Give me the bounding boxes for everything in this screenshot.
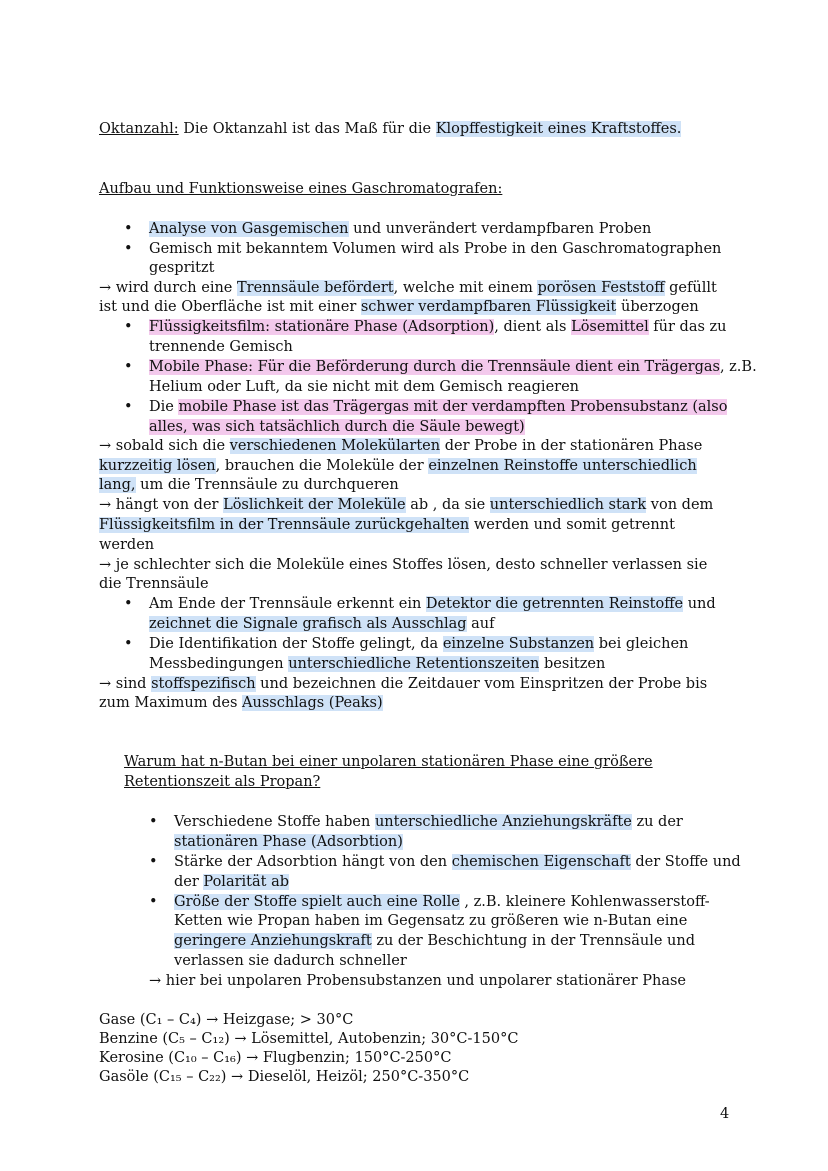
list-item: Verschiedene Stoffe haben unterschiedliche Anziehungskräfte zu der [174, 814, 683, 830]
bullet-dot: • [149, 854, 158, 870]
octane-term: Oktanzahl: [99, 121, 179, 137]
bullet-dot: • [124, 319, 133, 335]
list-item: Am Ende der Trennsäule erkennt ein Detektor die getrennten Reinstoffe und [149, 596, 716, 612]
list-item: Analyse von Gasgemischen und unverändert verdampfbaren Proben [149, 221, 652, 237]
fraction-line: Gase (C₁ – C₄) → Heizgase; > 30°C [99, 1012, 354, 1028]
bullet-dot: • [149, 814, 158, 830]
list-item: Gemisch mit bekanntem Volumen wird als Probe in den Gaschromatographen [149, 241, 722, 257]
list-item: Die mobile Phase ist das Trägergas mit der verdampften Probensubstanz (also [149, 399, 728, 415]
bullet-dot: • [124, 221, 133, 237]
list-item: Die Identifikation der Stoffe gelingt, da einzelne Substanzen bei gleichen [149, 636, 689, 652]
fraction-line: Gasöle (C₁₅ – C₂₂) → Dieselöl, Heizöl; 250°C-350°C [99, 1069, 470, 1085]
bullet-dot: • [124, 359, 133, 375]
list-item: Stärke der Adsorbtion hängt von den chemischen Eigenschaft der Stoffe und [174, 854, 741, 870]
bullet-dot: • [149, 894, 158, 910]
arrow-note: → hängt von der Löslichkeit der Moleküle ab , da sie unterschiedlich stark von dem [99, 497, 714, 513]
fraction-line: Kerosine (C₁₀ – C₁₆) → Flugbenzin; 150°C-250°C [99, 1050, 452, 1066]
arrow-note-cont: Flüssigkeitsfilm in der Trennsäule zurückgehalten werden und somit getrennt [99, 517, 675, 533]
list-item-cont: Helium oder Luft, da sie nicht mit dem Gemisch reagieren [149, 379, 580, 395]
list-item-cont: alles, was sich tatsächlich durch die Säule bewegt) [149, 419, 525, 435]
list-item-cont: zeichnet die Signale grafisch als Ausschlag auf [149, 616, 495, 632]
question-heading-cont: Retentionszeit als Propan? [124, 774, 321, 790]
gc-heading: Aufbau und Funktionsweise eines Gaschromatografen: [99, 181, 503, 197]
bullet-dot: • [124, 241, 133, 257]
arrow-note-cont: lang, um die Trennsäule zu durchqueren [99, 477, 399, 493]
arrow-note-cont: ist und die Oberfläche ist mit einer schwer verdampfbaren Flüssigkeit überzogen [99, 299, 699, 315]
arrow-note-cont: zum Maximum des Ausschlags (Peaks) [99, 695, 383, 711]
question-heading: Warum hat n-Butan bei einer unpolaren stationären Phase eine größere [124, 754, 653, 770]
list-item-cont: trennende Gemisch [149, 339, 293, 355]
list-item-cont: Messbedingungen unterschiedliche Retentionszeiten besitzen [149, 656, 606, 672]
arrow-note-cont: die Trennsäule [99, 576, 209, 592]
list-item: Größe der Stoffe spielt auch eine Rolle , z.B. kleinere Kohlenwasserstoff- [174, 894, 710, 910]
list-item-cont: der Polarität ab [174, 874, 289, 890]
bullet-dot: • [124, 399, 133, 415]
arrow-note: → sobald sich die verschiedenen Molekülarten der Probe in der stationären Phase [99, 438, 703, 454]
arrow-note: → sind stoffspezifisch und bezeichnen die Zeitdauer vom Einspritzen der Probe bis [99, 676, 708, 692]
fraction-line: Benzine (C₅ – C₁₂) → Lösemittel, Autobenzin; 30°C-150°C [99, 1031, 519, 1047]
list-item-cont: verlassen sie dadurch schneller [174, 953, 407, 969]
list-item: Mobile Phase: Für die Beförderung durch die Trennsäule dient ein Trägergas, z.B. [149, 359, 757, 375]
list-item: Flüssigkeitsfilm: stationäre Phase (Adsorption), dient als Lösemittel für das zu [149, 319, 727, 335]
list-item-cont: stationären Phase (Adsorbtion) [174, 834, 403, 850]
bullet-dot: • [124, 636, 133, 652]
list-item-cont: Ketten wie Propan haben im Gegensatz zu größeren wie n-Butan eine [174, 913, 688, 929]
arrow-note-cont: kurzzeitig lösen, brauchen die Moleküle der einzelnen Reinstoffe unterschiedlich [99, 458, 697, 474]
arrow-note-cont: werden [99, 537, 155, 553]
list-item-cont: geringere Anziehungskraft zu der Beschichtung in der Trennsäule und [174, 933, 696, 949]
arrow-note: → wird durch eine Trennsäule befördert, welche mit einem porösen Feststoff gefüllt [99, 280, 717, 296]
page-number: 4 [720, 1106, 730, 1122]
list-item-cont: gespritzt [149, 260, 215, 276]
arrow-note: → je schlechter sich die Moleküle eines Stoffes lösen, desto schneller verlassen sie [99, 557, 708, 573]
octane-definition: Oktanzahl: Die Oktanzahl ist das Maß für die Klopffestigkeit eines Kraftstoffes. [99, 121, 682, 137]
arrow-note: → hier bei unpolaren Probensubstanzen und unpolarer stationärer Phase [149, 973, 686, 989]
bullet-dot: • [124, 596, 133, 612]
